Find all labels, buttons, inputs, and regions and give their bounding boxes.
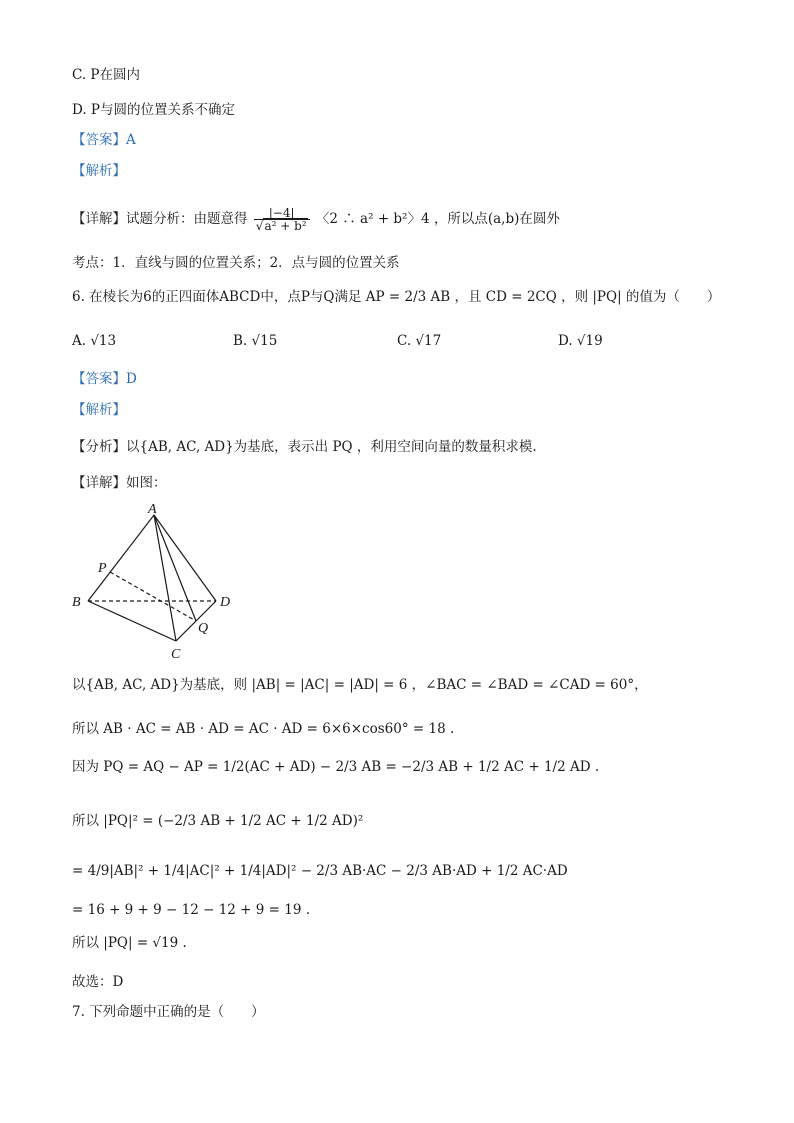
pq-square-text: 所以 |PQ|² = (−2/3 AB + 1/2 AC + 1/2 AD)²: [72, 813, 364, 829]
fenxi-text: 【分析】以{AB, AC, AD}为基底，表示出 PQ ，利用空间向量的数量积求模.: [72, 439, 537, 455]
kaodian-line: [72, 254, 400, 272]
option-c-text: C. P在圆内: [72, 67, 141, 83]
sum-line: [72, 901, 310, 919]
detail-5-suffix: 4 ，所以点(a,b)在圆外: [420, 211, 560, 227]
detail-5-middle: 2 ∴ a² + b²: [329, 211, 408, 227]
dot-products-line: [72, 720, 454, 738]
result-line: [72, 934, 187, 952]
pq-square-line: [72, 812, 363, 830]
question-6: [72, 288, 720, 306]
option-6-a: A. √13: [72, 333, 117, 349]
detail-6-line: [72, 474, 167, 492]
tetrahedron-figure: [70, 500, 240, 662]
option-c: [72, 66, 140, 84]
analysis-label-6: [72, 401, 126, 419]
answer-text-6: 【答案】D: [72, 371, 137, 387]
edge-bc: [88, 601, 176, 641]
analysis-label-5: [72, 162, 126, 180]
label-b: B: [72, 595, 81, 610]
pq-expression-text: 因为 PQ = AQ − AP = 1/2(AC + AD) − 2/3 AB = −2/3 AB + 1/2 AC + 1/2 AD .: [72, 759, 600, 775]
edge-ab: [88, 515, 154, 601]
edge-ac: [154, 515, 176, 641]
expansion-line: [72, 862, 568, 880]
choice-line: [72, 973, 123, 991]
answer-text-5: 【答案】A: [72, 132, 136, 148]
answer-label-5: [72, 131, 136, 149]
sum-text: = 16 + 9 + 9 − 12 − 12 + 9 = 19 .: [72, 902, 311, 918]
analysis-text-6: 【解析】: [72, 402, 126, 418]
result-text: 所以 |PQ| = √19 .: [72, 935, 187, 951]
pq-expression-line: [72, 758, 599, 776]
segment-pq-dashed: [110, 572, 196, 621]
fenxi-line: [72, 438, 537, 456]
edge-aq: [154, 515, 196, 621]
option-6-b: B. √15: [233, 333, 278, 349]
label-a: A: [148, 502, 157, 517]
choice-text: 故选：D: [72, 974, 124, 990]
detail-5-prefix: 【详解】试题分析：由题意得: [72, 211, 248, 227]
expansion-text: = 4/9|AB|² + 1/4|AC|² + 1/4|AD|² − 2/3 AB·AC − 2/3 AB·AD + 1/2 AC·AD: [72, 863, 568, 879]
fraction-4-over-sqrt: $\frac{|-4|}{\text{√a² + b²}}$: [254, 207, 310, 232]
detail-5: 【详解】试题分析：由题意得 $\frac{|-4|}{\text{√a² + b²}}$ 〈2 ∴ a² + b²〉4 ，所以点(a,b)在圆外: [72, 206, 560, 233]
option-6-d: D. √19: [558, 333, 603, 349]
label-p: P: [98, 561, 107, 576]
detail-6-text: 【详解】如图：: [72, 475, 167, 491]
option-d: [72, 101, 235, 119]
option-d-text: D. P与圆的位置关系不确定: [72, 102, 236, 118]
analysis-text-5: 【解析】: [72, 163, 126, 179]
edge-ad: [154, 515, 216, 601]
option-6-c: C. √17: [397, 333, 442, 349]
question-7: [72, 1003, 265, 1021]
dot-products-text: 所以 AB · AC = AB · AD = AC · AD = 6×6×cos60° = 18 .: [72, 721, 455, 737]
question-7-text: 7. 下列命题中正确的是（ ）: [72, 1004, 265, 1020]
label-c: C: [171, 647, 181, 662]
kaodian-text: 考点：1．直线与圆的位置关系；2．点与圆的位置关系: [72, 255, 400, 271]
label-d: D: [220, 595, 231, 610]
basis-line: [72, 676, 648, 694]
label-q: Q: [198, 621, 209, 636]
answer-label-6: [72, 370, 137, 388]
basis-text: 以{AB, AC, AD}为基底，则 |AB| = |AC| = |AD| = 6 ，∠BAC = ∠BAD = ∠CAD = 60°，: [72, 677, 648, 693]
question-6-text: 6. 在棱长为6的正四面体ABCD中，点P与Q满足 AP = 2/3 AB ，且 CD = 2CQ ，则 |PQ| 的值为（ ）: [72, 289, 721, 305]
